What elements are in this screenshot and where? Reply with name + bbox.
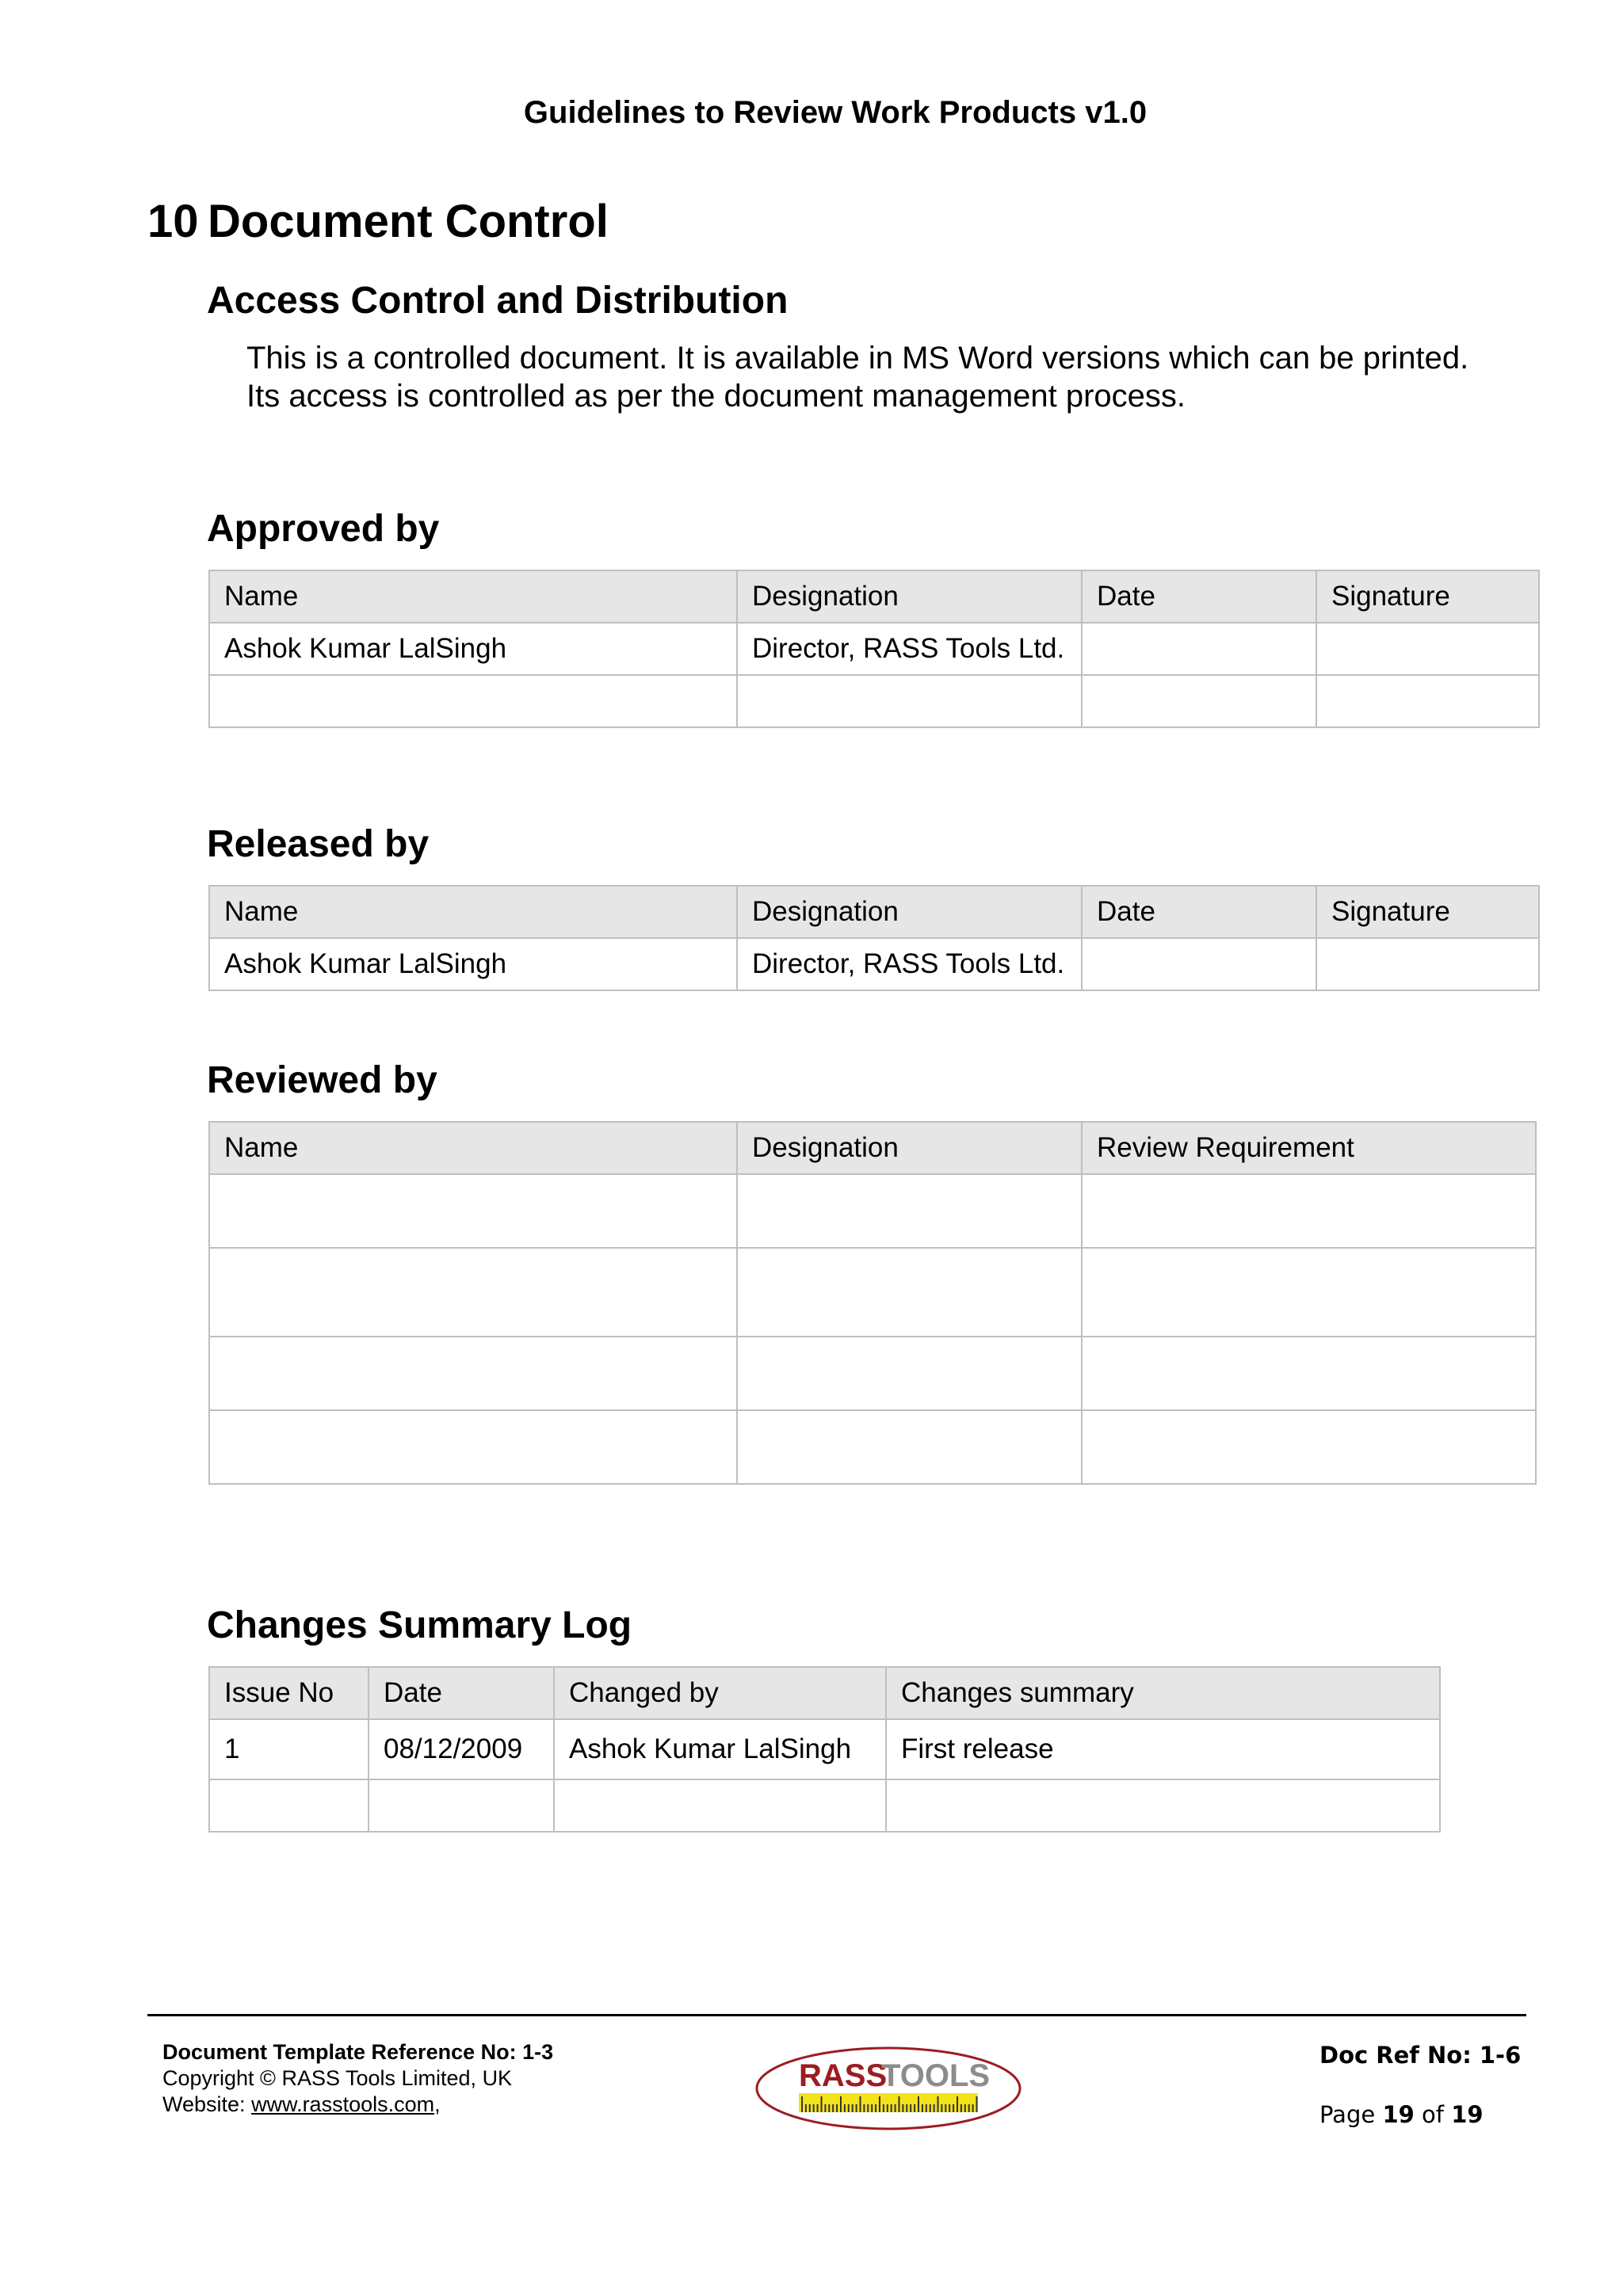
copyright-notice: Copyright © RASS Tools Limited, UK bbox=[162, 2066, 513, 2090]
section-number: 10 bbox=[147, 196, 199, 247]
table-header-row bbox=[209, 570, 1539, 623]
column-header: Signature bbox=[1316, 886, 1539, 938]
column-header: Changes summary bbox=[886, 1667, 1440, 1719]
table-cell bbox=[737, 1410, 1082, 1484]
section-title: Document Control bbox=[208, 196, 609, 247]
table-cell bbox=[1082, 1337, 1536, 1410]
column-header: Changed by bbox=[554, 1667, 886, 1719]
footer-divider bbox=[147, 2014, 1526, 2016]
table-header-row bbox=[209, 886, 1539, 938]
website-suffix: , bbox=[434, 2092, 441, 2116]
page-of: of bbox=[1422, 2101, 1444, 2128]
table-cell bbox=[737, 1174, 1082, 1248]
footer-left-block bbox=[162, 2039, 553, 2118]
table-cell bbox=[1316, 675, 1539, 727]
table-header-row bbox=[209, 1667, 1440, 1719]
changes-log-table bbox=[208, 1666, 1441, 1833]
table-row bbox=[209, 1779, 1440, 1832]
logo-text-rass: RASS bbox=[799, 2058, 888, 2093]
table-cell: 1 bbox=[209, 1719, 369, 1779]
table-cell: First release bbox=[886, 1719, 1440, 1779]
table-cell bbox=[737, 1248, 1082, 1337]
table-cell bbox=[209, 1410, 737, 1484]
table-row bbox=[209, 1719, 1440, 1779]
table-cell bbox=[1082, 675, 1316, 727]
column-header: Name bbox=[209, 570, 737, 623]
table-cell: Director, RASS Tools Ltd. bbox=[737, 623, 1082, 675]
approved-by-heading: Approved by bbox=[207, 508, 440, 550]
website-line bbox=[162, 2092, 553, 2118]
column-header: Designation bbox=[737, 1122, 1082, 1174]
column-header: Signature bbox=[1316, 570, 1539, 623]
page-label: Page bbox=[1319, 2101, 1376, 2128]
reviewed-by-heading: Reviewed by bbox=[207, 1059, 437, 1101]
column-header: Date bbox=[1082, 886, 1316, 938]
released-by-heading: Released by bbox=[207, 823, 430, 865]
table-cell bbox=[209, 1174, 737, 1248]
logo-text-tools: TOOLS bbox=[881, 2058, 991, 2093]
table-cell bbox=[1082, 1174, 1536, 1248]
rass-tools-logo bbox=[754, 2046, 1022, 2131]
table-cell bbox=[209, 1337, 737, 1410]
table-cell bbox=[554, 1779, 886, 1832]
table-cell bbox=[209, 675, 737, 727]
table-cell bbox=[1082, 1410, 1536, 1484]
table-cell: Ashok Kumar LalSingh bbox=[209, 623, 737, 675]
table-cell bbox=[737, 675, 1082, 727]
column-header: Designation bbox=[737, 886, 1082, 938]
table-row bbox=[209, 623, 1539, 675]
table-cell bbox=[1316, 623, 1539, 675]
table-cell bbox=[1082, 1248, 1536, 1337]
table-row bbox=[209, 1337, 1536, 1410]
table-row bbox=[209, 1174, 1536, 1248]
table-cell: Ashok Kumar LalSingh bbox=[554, 1719, 886, 1779]
column-header: Name bbox=[209, 886, 737, 938]
table-cell bbox=[209, 1779, 369, 1832]
reviewed-by-table bbox=[208, 1121, 1537, 1485]
table-row bbox=[209, 1410, 1536, 1484]
page-number bbox=[1319, 2101, 1484, 2128]
column-header: Issue No bbox=[209, 1667, 369, 1719]
access-paragraph-line-1: This is a controlled document. It is available in MS Word versions which can be printed. bbox=[246, 341, 1469, 376]
table-row bbox=[209, 675, 1539, 727]
column-header: Designation bbox=[737, 570, 1082, 623]
approved-by-table bbox=[208, 570, 1540, 728]
table-cell bbox=[369, 1779, 554, 1832]
table-cell bbox=[209, 1248, 737, 1337]
table-cell bbox=[1082, 623, 1316, 675]
column-header: Review Requirement bbox=[1082, 1122, 1536, 1174]
table-row bbox=[209, 1248, 1536, 1337]
released-by-table bbox=[208, 885, 1540, 991]
table-cell: Director, RASS Tools Ltd. bbox=[737, 938, 1082, 990]
table-cell bbox=[1082, 938, 1316, 990]
page-current: 19 bbox=[1382, 2101, 1415, 2128]
doc-ref-number: Doc Ref No: 1-6 bbox=[1319, 2042, 1522, 2069]
section-heading bbox=[147, 195, 609, 248]
table-cell bbox=[1316, 938, 1539, 990]
page-total: 19 bbox=[1451, 2101, 1484, 2128]
template-reference: Document Template Reference No: 1-3 bbox=[162, 2040, 554, 2064]
access-paragraph-line-2: Its access is controlled as per the document management process. bbox=[246, 379, 1186, 414]
table-header-row bbox=[209, 1122, 1536, 1174]
changes-log-heading: Changes Summary Log bbox=[207, 1604, 632, 1646]
website-link[interactable]: www.rasstools.com bbox=[251, 2092, 435, 2116]
table-cell: 08/12/2009 bbox=[369, 1719, 554, 1779]
running-header-title: Guidelines to Review Work Products v1.0 bbox=[523, 95, 1148, 130]
table-cell bbox=[886, 1779, 1440, 1832]
table-row bbox=[209, 938, 1539, 990]
table-cell bbox=[737, 1337, 1082, 1410]
column-header: Date bbox=[1082, 570, 1316, 623]
website-label: Website: bbox=[162, 2092, 246, 2116]
access-control-paragraph bbox=[246, 339, 1594, 415]
access-control-heading: Access Control and Distribution bbox=[207, 280, 789, 322]
column-header: Name bbox=[209, 1122, 737, 1174]
table-cell: Ashok Kumar LalSingh bbox=[209, 938, 737, 990]
column-header: Date bbox=[369, 1667, 554, 1719]
